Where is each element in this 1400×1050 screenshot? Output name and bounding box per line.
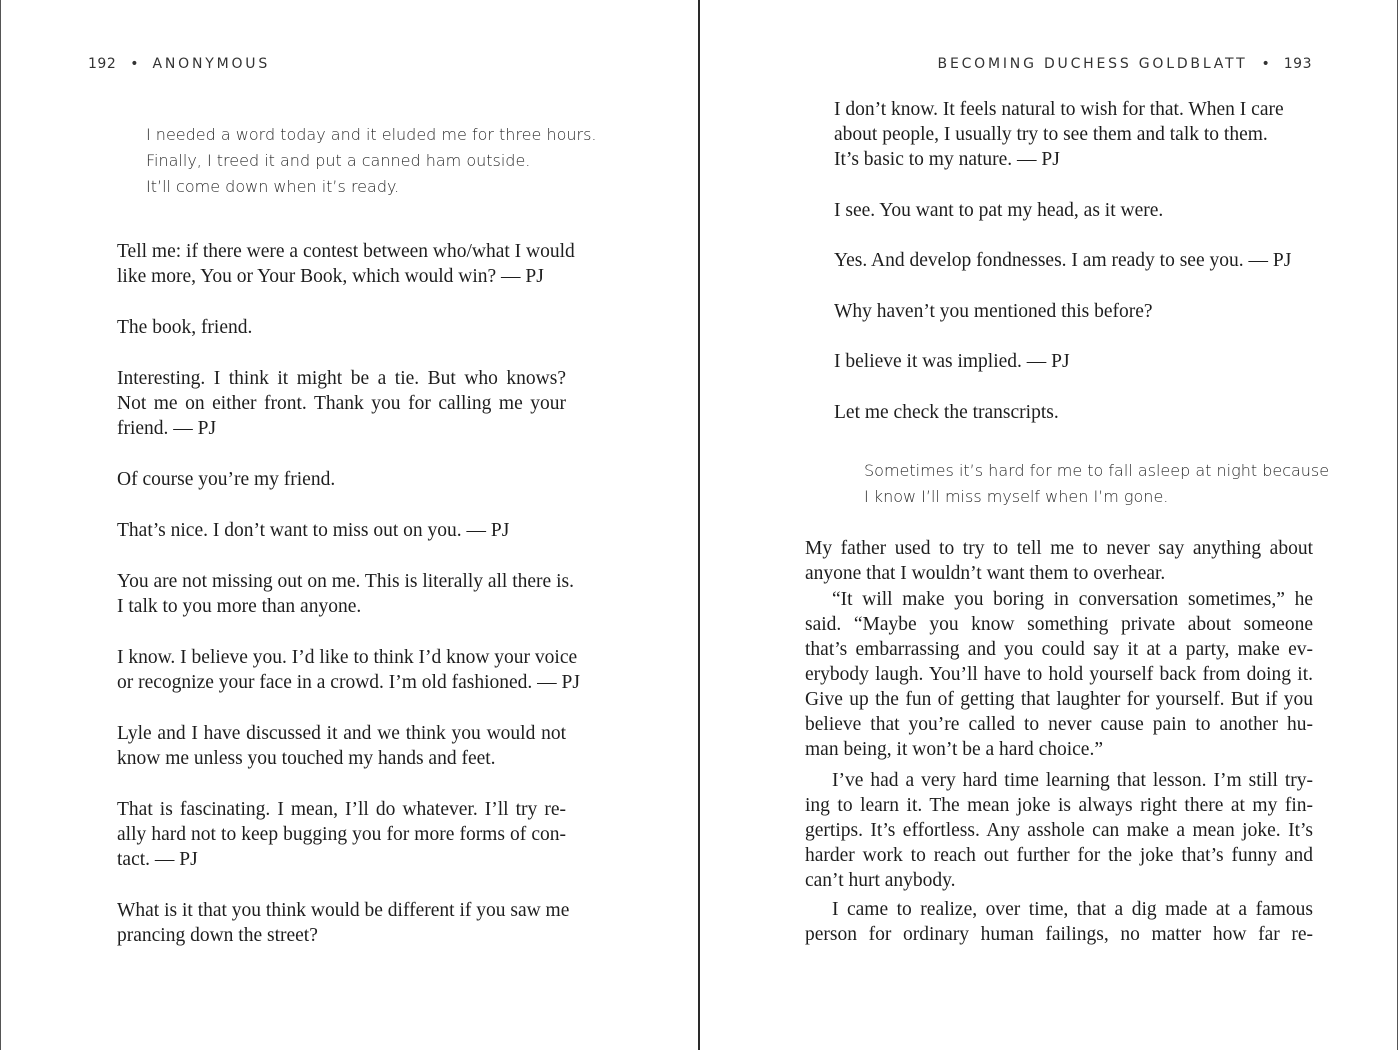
- text-line: friend. — PJ: [117, 418, 217, 439]
- epigraph-line: I know I’ll miss myself when I’m gone.: [864, 487, 1169, 506]
- page-number: 193: [1283, 56, 1312, 72]
- paragraph: [834, 248, 1292, 273]
- paragraph: [117, 518, 566, 543]
- prose-paragraph: [805, 587, 1313, 762]
- text-line: That is fascinating. I mean, I’ll do whatever. I’ll try re-: [117, 799, 566, 820]
- text-line: Lyle and I have discussed it and we think you would not: [117, 723, 566, 744]
- epigraph: [146, 122, 597, 200]
- epigraph-line: Sometimes it’s hard for me to fall asleep at night because: [864, 461, 1330, 480]
- text-line: erybody laugh. You’ll have to hold yourself back from doing it.: [805, 664, 1313, 685]
- text-line: believe that you’re called to never cause pain to another hu-: [805, 714, 1313, 735]
- paragraph: [834, 97, 1283, 172]
- text-line: Tell me: if there were a contest between who/what I would: [117, 241, 575, 262]
- paragraph: [117, 239, 575, 289]
- epigraph-line: I needed a word today and it eluded me for three hours.: [146, 125, 597, 144]
- text-line: know me unless you touched my hands and feet.: [117, 748, 496, 769]
- paragraph: [117, 315, 566, 340]
- text-line: gertips. It’s effortless. Any asshole can make a mean joke. It’s: [805, 820, 1313, 841]
- left-page: [0, 0, 698, 1050]
- running-head: BECOMING DUCHESS GOLDBLATT: [937, 56, 1248, 72]
- text-line: I came to realize, over time, that a dig made at a famous: [832, 899, 1313, 920]
- text-line: person for ordinary human failings, no matter how far re-: [805, 924, 1313, 945]
- page-edge: [1397, 0, 1398, 1050]
- paragraph: [834, 198, 1283, 223]
- header-bullet: •: [130, 56, 139, 72]
- text-line: Why haven’t you mentioned this before?: [834, 301, 1153, 322]
- text-line: “It will make you boring in conversation sometimes,” he: [832, 589, 1313, 610]
- paragraph: [117, 366, 566, 441]
- text-line: that’s embarrassing and you could say it at a party, make ev-: [805, 639, 1313, 660]
- text-line: My father used to try to tell me to never say anything about: [805, 538, 1313, 559]
- prose-paragraph: [805, 897, 1313, 947]
- text-line: What is it that you think would be different if you saw me: [117, 900, 570, 921]
- text-line: ing to learn it. The mean joke is always right there at my fin-: [805, 795, 1313, 816]
- text-line: I talk to you more than anyone.: [117, 596, 362, 617]
- text-line: Not me on either front. Thank you for calling me your: [117, 393, 566, 414]
- text-line: I know. I believe you. I’d like to think I’d know your voice: [117, 647, 578, 668]
- prose-paragraph: [805, 768, 1313, 893]
- text-line: can’t hurt anybody.: [805, 870, 956, 891]
- header-bullet: •: [1261, 56, 1270, 72]
- text-line: about people, I usually try to see them and talk to them.: [834, 124, 1268, 145]
- epigraph-line: Finally, I treed it and put a canned ham outside.: [146, 151, 531, 170]
- paragraph: [834, 349, 1283, 374]
- paragraph: [117, 467, 566, 492]
- paragraph: [117, 721, 566, 771]
- page-number: 192: [88, 56, 117, 72]
- text-line: harder work to reach out further for the joke that’s funny and: [805, 845, 1313, 866]
- text-line: said. “Maybe you know something private about someone: [805, 614, 1313, 635]
- text-line: anyone that I wouldn’t want them to overhear.: [805, 563, 1166, 584]
- text-line: Let me check the transcripts.: [834, 402, 1059, 423]
- text-line: I’ve had a very hard time learning that lesson. I’m still try-: [832, 770, 1313, 791]
- text-line: like more, You or Your Book, which would win? — PJ: [117, 266, 544, 287]
- text-line: Yes. And develop fondnesses. I am ready to see you. — PJ: [834, 250, 1292, 271]
- right-running-header: [938, 56, 1312, 72]
- text-line: ally hard not to keep bugging you for more forms of con-: [117, 824, 566, 845]
- paragraph: [834, 400, 1283, 425]
- paragraph: [117, 797, 566, 872]
- paragraph: [117, 645, 580, 695]
- running-head: ANONYMOUS: [152, 56, 271, 72]
- paragraph: [117, 898, 570, 948]
- paragraph: [834, 299, 1283, 324]
- right-page: [700, 0, 1398, 1050]
- text-line: tact. — PJ: [117, 849, 198, 870]
- paragraph: [117, 569, 574, 619]
- text-line: man being, it won’t be a hard choice.”: [805, 739, 1103, 760]
- text-line: Of course you’re my friend.: [117, 469, 336, 490]
- epigraph-line: It’ll come down when it’s ready.: [146, 177, 400, 196]
- page-edge: [0, 0, 1, 1050]
- text-line: That’s nice. I don’t want to miss out on you. — PJ: [117, 520, 510, 541]
- text-line: or recognize your face in a crowd. I’m old fashioned. — PJ: [117, 672, 580, 693]
- text-line: It’s basic to my nature. — PJ: [834, 149, 1060, 170]
- text-line: The book, friend.: [117, 317, 253, 338]
- text-line: Interesting. I think it might be a tie. But who knows?: [117, 368, 566, 389]
- text-line: You are not missing out on me. This is literally all there is.: [117, 571, 574, 592]
- text-line: I don’t know. It feels natural to wish for that. When I care: [834, 99, 1284, 120]
- text-line: I see. You want to pat my head, as it were.: [834, 200, 1164, 221]
- text-line: Give up the fun of getting that laughter for yourself. But if you: [805, 689, 1313, 710]
- left-running-header: [88, 56, 270, 72]
- epigraph: [864, 458, 1329, 510]
- text-line: I believe it was implied. — PJ: [834, 351, 1070, 372]
- prose-paragraph: [805, 536, 1313, 586]
- text-line: prancing down the street?: [117, 925, 318, 946]
